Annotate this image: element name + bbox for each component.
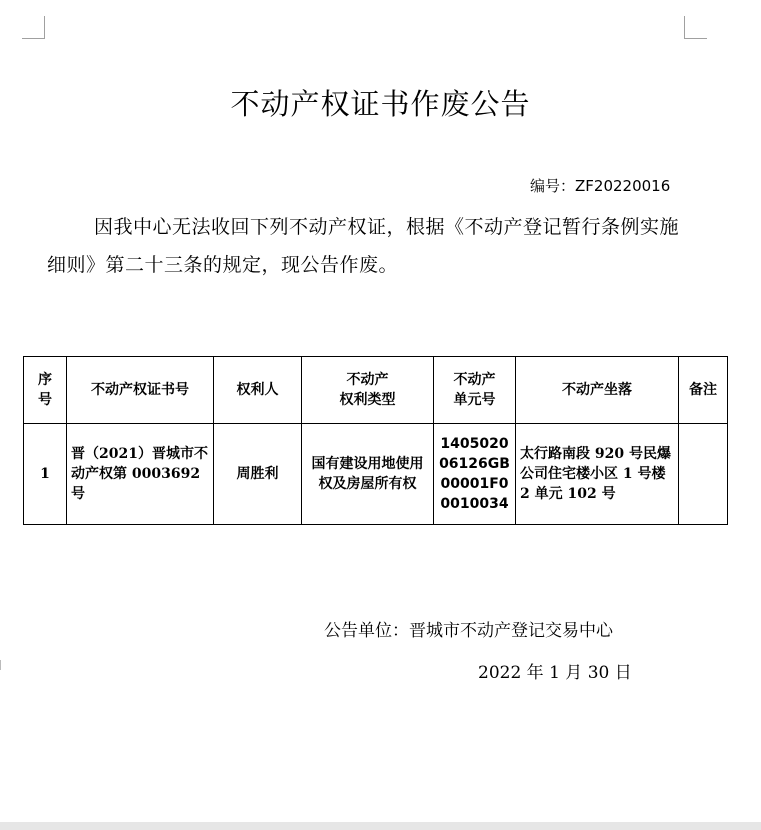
document-title: 不动产权证书作废公告 bbox=[230, 87, 531, 121]
table-row bbox=[24, 424, 728, 525]
serial-number: 编号：ZF20220016 bbox=[530, 177, 671, 195]
page-corner-mark-top-left bbox=[22, 16, 45, 39]
page-edge-mark bbox=[0, 660, 4, 670]
header-right-type: 不动产 权利类型 bbox=[302, 357, 434, 424]
page-corner-mark-top-right bbox=[684, 16, 707, 39]
cell-unit-no: 140502006126GB00001F00010034 bbox=[434, 424, 516, 525]
header-cert-no: 不动产权证书号 bbox=[67, 357, 214, 424]
header-owner: 权利人 bbox=[214, 357, 302, 424]
date-line: 2022 年 1 月 30 日 bbox=[478, 663, 632, 683]
viewer-bottom-strip bbox=[0, 822, 761, 830]
cell-cert-no: 晋（2021）晋城市不动产权第 0003692 号 bbox=[67, 424, 214, 525]
cell-owner: 周胜利 bbox=[214, 424, 302, 525]
cell-seq: 1 bbox=[24, 424, 67, 525]
cell-remark bbox=[679, 424, 728, 525]
cell-location: 太行路南段 920 号民爆公司住宅楼小区 1 号楼 2 单元 102 号 bbox=[516, 424, 679, 525]
header-unit-no: 不动产 单元号 bbox=[434, 357, 516, 424]
notice-paragraph: 因我中心无法收回下列不动产权证，根据《不动产登记暂行条例实施细则》第二十三条的规定，现公告作废。 bbox=[47, 216, 680, 276]
header-remark: 备注 bbox=[679, 357, 728, 424]
issuer-line: 公告单位：晋城市不动产登记交易中心 bbox=[324, 621, 613, 641]
voided-certificates-table bbox=[23, 356, 728, 525]
header-seq: 序 号 bbox=[24, 357, 67, 424]
header-location: 不动产坐落 bbox=[516, 357, 679, 424]
cell-right-type: 国有建设用地使用权及房屋所有权 bbox=[302, 424, 434, 525]
table-header-row bbox=[24, 357, 728, 424]
